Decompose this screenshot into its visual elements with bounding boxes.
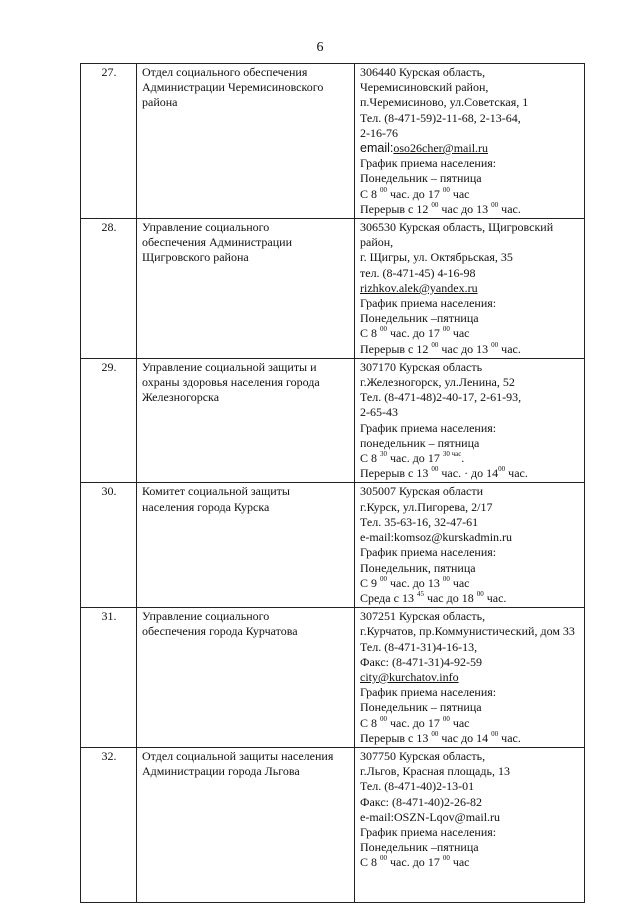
row-number: 30.	[81, 483, 137, 608]
schedule-hours: С 8 $^{30}$ час. до 17 $^{30 час}$.	[360, 450, 465, 466]
schedule-title: График приема населения:	[360, 156, 497, 171]
office-contacts	[355, 483, 585, 608]
schedule-extra: Среда с 13 $^{45}$ час до 18 $^{00}$ час.	[360, 589, 507, 605]
address-line: 307170 Курская область	[360, 359, 483, 374]
schedule-break: Перерыв с 12 $^{00}$ час до 13 $^{00}$ час.	[360, 340, 521, 356]
phone-line: Тел. (8-471-31)4-16-13,	[360, 639, 478, 654]
schedule-days: Понедельник – пятница	[360, 700, 482, 715]
schedule-hours: С 8 $^{00}$ час. до 17 $^{00}$ час	[360, 325, 470, 341]
phone-line: 2-16-76	[360, 125, 398, 140]
address-line: п.Черемисиново, ул.Советская, 1	[360, 95, 529, 110]
schedule-days: Понедельник – пятница	[360, 171, 482, 186]
office-contacts	[355, 608, 585, 748]
email-line: email:oso26cher@mail.ru	[360, 141, 489, 156]
address-line: г. Щигры, ул. Октябрьская, 35	[360, 250, 513, 265]
address-line: 307251 Курская область,	[360, 609, 486, 624]
office-name: Управление социальной защиты и охраны здоровья населения города Железногорска	[137, 358, 355, 483]
schedule-days: Понедельник –пятница	[360, 840, 479, 855]
address-line: г.Льгов, Красная площадь, 13	[360, 764, 510, 779]
fax-line: Факс: (8-471-31)4-92-59	[360, 654, 482, 669]
phone-line: Тел. (8-471-59)2-11-68, 2-13-64,	[360, 110, 521, 125]
schedule-title: График приема населения:	[360, 420, 497, 435]
schedule-title: График приема населения:	[360, 685, 497, 700]
address-line: г.Курск, ул.Пигорева, 2/17	[360, 499, 493, 514]
office-contacts	[355, 358, 585, 483]
schedule-days: понедельник – пятница	[360, 435, 480, 450]
office-contacts	[355, 747, 585, 902]
fax-line: Факс: (8-471-40)2-26-82	[360, 794, 482, 809]
schedule-title: График приема населения:	[360, 545, 497, 560]
email-line: e-mail:OSZN-Lqov@mail.ru	[360, 809, 501, 824]
schedule-days: Понедельник –пятница	[360, 311, 479, 326]
schedule-days: Понедельник, пятница	[360, 560, 476, 575]
row-number: 28.	[81, 219, 137, 359]
schedule-hours: С 8 $^{00}$ час. до 17 $^{00}$ час	[360, 714, 470, 730]
address-line: Черемисиновский район,	[360, 80, 489, 95]
address-line: 306530 Курская область, Щигровский	[360, 220, 554, 235]
address-line: 306440 Курская область,	[360, 65, 486, 79]
schedule-break: Перерыв с 13 $^{00}$ час до 14 $^{00}$ час.	[360, 729, 521, 745]
table-row	[81, 608, 585, 748]
schedule-hours: С 9 $^{00}$ час. до 13 $^{00}$ час	[360, 574, 470, 590]
table-row	[81, 358, 585, 483]
table-row	[81, 219, 585, 359]
schedule-title: График приема населения:	[360, 824, 497, 839]
table-row	[81, 483, 585, 608]
address-line: г.Железногорск, ул.Ленина, 52	[360, 375, 515, 390]
office-name: Управление социального обеспечения города Курчатова	[137, 608, 355, 748]
phone-line: Тел. (8-471-48)2-40-17, 2-61-93,	[360, 390, 522, 405]
page-number: 6	[316, 40, 324, 55]
address-line: г.Курчатов, пр.Коммунистический, дом 33	[360, 624, 575, 639]
office-name: Управление социального обеспечения Администрации Щигровского района	[137, 219, 355, 359]
row-number: 27.	[81, 64, 137, 219]
email-line	[360, 670, 580, 685]
address-line: район,	[360, 235, 394, 250]
schedule-break: Перерыв с 13 $^{00}$ час. · до $14^{00}$ час.	[360, 465, 528, 481]
office-name: Отдел социальной защиты населения Администрации города Льгова	[137, 747, 355, 902]
phone-line: Тел. (8-471-40)2-13-01	[360, 779, 475, 794]
schedule-hours: С 8 $^{00}$ час. до 17 $^{00}$ час	[360, 185, 470, 201]
phone-line: 2-65-43	[360, 405, 398, 420]
schedule-title: График приема населения:	[360, 296, 497, 311]
office-contacts	[355, 64, 585, 219]
schedule-hours: С 8 $^{00}$ час. до 17 $^{00}$ час	[360, 854, 470, 870]
row-number: 29.	[81, 358, 137, 483]
phone-line: тел. (8-471-45) 4-16-98	[360, 265, 476, 280]
email-line: e-mail:komsoz@kurskadmin.ru	[360, 530, 513, 545]
phone-line: Тел. 35-63-16, 32-47-61	[360, 514, 479, 529]
address-line: 307750 Курская область,	[360, 748, 486, 763]
table-row	[81, 64, 585, 219]
email-line	[360, 281, 580, 296]
schedule-break: Перерыв с 12 $^{00}$ час до 13 $^{00}$ час.	[360, 200, 521, 216]
email-link[interactable]: oso26cher@mail.ru	[393, 141, 489, 156]
table-row	[81, 747, 585, 902]
row-number: 32.	[81, 747, 137, 902]
office-name: Отдел социального обеспечения Администрации Черемисиновского района	[137, 64, 355, 219]
offices-table	[80, 63, 585, 903]
email-link[interactable]: rizhkov.alek@yandex.ru	[360, 280, 478, 295]
office-contacts	[355, 219, 585, 359]
row-number: 31.	[81, 608, 137, 748]
address-line: 305007 Курская области	[360, 484, 484, 499]
office-name: Комитет социальной защиты населения города Курска	[137, 483, 355, 608]
email-link[interactable]: city@kurchatov.info	[360, 669, 459, 684]
